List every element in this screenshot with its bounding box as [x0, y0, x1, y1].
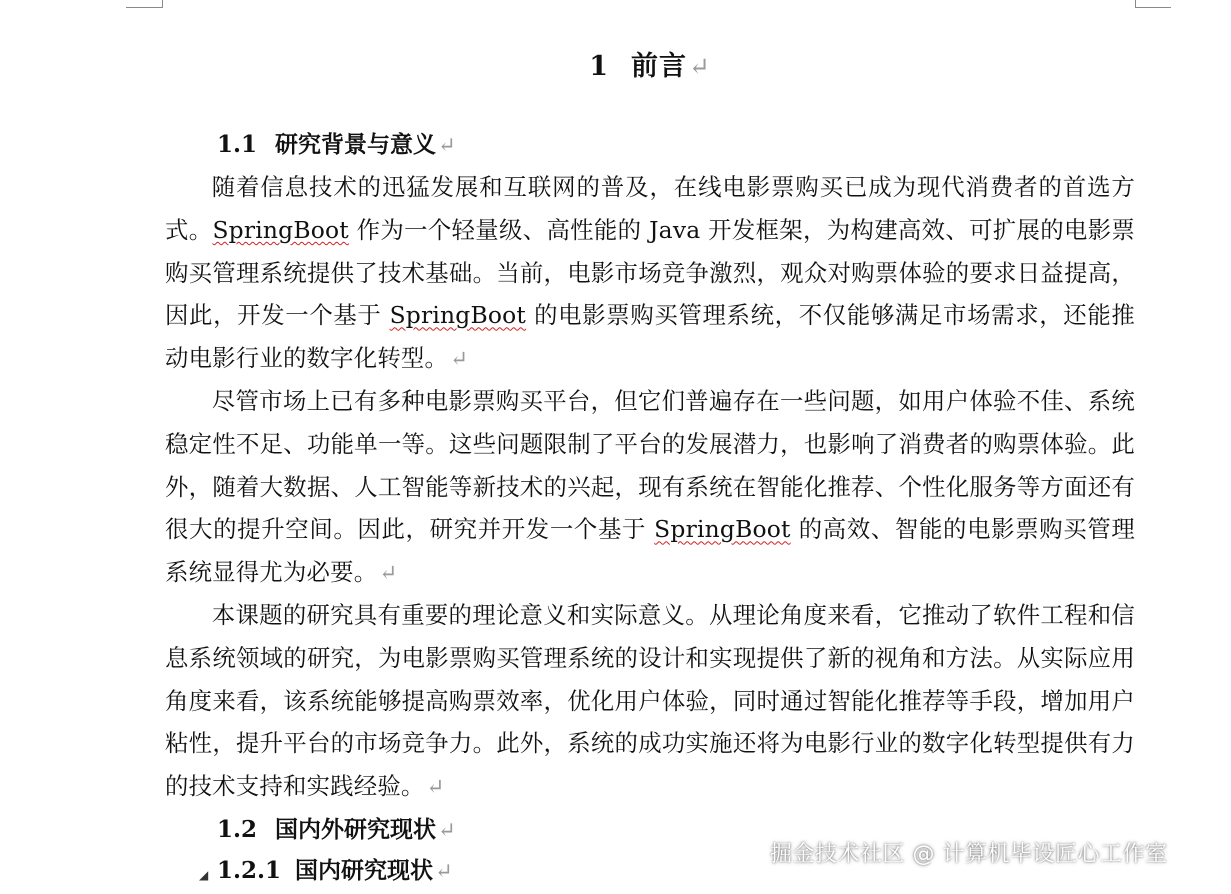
text-run: 作为一个轻量级、高性能的 Java 开发框架，为构建高效、可扩展的电影票购买管理系统提供了技术基础。当前，电影市场竞争激烈，观众对购票体验的要求日益提高，因此，开发一个基于 — [165, 215, 1136, 330]
paragraph-mark-icon: ↵ — [688, 52, 711, 81]
chapter-title: 前言 — [630, 51, 687, 82]
subsection-title: 国内研究现状 — [295, 857, 433, 884]
paragraph-mark-icon: ↵ — [438, 817, 456, 842]
watermark: 掘金技术社区 @ 计算机毕设匠心工作室 — [770, 842, 1168, 867]
chapter-heading[interactable] — [165, 46, 1135, 88]
section-heading-1-1[interactable] — [217, 130, 456, 160]
paragraph-mark-icon: ↵ — [435, 858, 453, 883]
text-run: 随着信息技术的迅猛发展和互联网的普及，在线电影票购买已成为现代消费者的首选方式。 — [165, 173, 1135, 244]
section-title: 国内外研究现状 — [275, 816, 436, 843]
section-number: 1.2 — [217, 816, 258, 843]
chapter-number: 1 — [589, 51, 609, 82]
spellcheck-word: SpringBoot — [212, 215, 349, 244]
spellcheck-word: SpringBoot — [654, 515, 791, 544]
body-paragraph-3[interactable] — [165, 594, 1135, 810]
crop-mark-top-right-v — [1135, 0, 1136, 8]
text-run: 的高效、智能的电影票购买管理系统显得尤为必要。 — [165, 515, 1136, 587]
section-number: 1.1 — [217, 131, 258, 158]
crop-mark-top-left-v — [162, 0, 163, 8]
paragraph-mark-icon: ↵ — [450, 347, 469, 373]
text-run: 本课题的研究具有重要的理论意义和实际意义。从理论角度来看，它推动了软件工程和信息系统领域的研究，为电影票购买管理系统的设计和实现提供了新的视角和方法。从实际应用角度来看，该系统能够提高购票效率，优化用户体验，同时通过智能化推荐等手段，增加用户粘性，提升平台的市场竞争力。此外，系统的成功实施还将为电影行业的数字化转型提供有力的技术支持和实践经验。 — [165, 601, 1135, 801]
crop-mark-top-right-h — [1135, 7, 1171, 8]
document-page — [165, 0, 1135, 894]
section-heading-1-2[interactable] — [217, 815, 456, 845]
subsection-heading-1-2-1[interactable] — [199, 856, 453, 886]
body-paragraph-2[interactable] — [165, 380, 1135, 596]
spellcheck-word: SpringBoot — [389, 301, 527, 330]
subsection-number: 1.2.1 — [217, 857, 282, 884]
paragraph-mark-icon: ↵ — [438, 132, 456, 157]
paragraph-mark-icon: ↵ — [426, 775, 445, 801]
paragraph-mark-icon: ↵ — [379, 561, 398, 587]
text-run: 尽管市场上已有多种电影票购买平台，但它们普遍存在一些问题，如用户体验不佳、系统稳定性不足、功能单一等。这些问题限制了平台的发展潜力，也影响了消费者的购票体验。此外，随着大数据、人工智能等新技术的兴起，现有系统在智能化推荐、个性化服务等方面还有很大的提升空间。因此，研究并开发一个基于 — [165, 387, 1135, 544]
body-paragraph-1[interactable] — [165, 166, 1135, 382]
collapse-triangle-icon[interactable]: ◢ — [199, 868, 209, 882]
section-title: 研究背景与意义 — [275, 131, 436, 158]
crop-mark-top-left-h — [126, 7, 162, 8]
text-run: 的电影票购买管理系统，不仅能够满足市场需求，还能推动电影行业的数字化转型。 — [165, 301, 1135, 373]
